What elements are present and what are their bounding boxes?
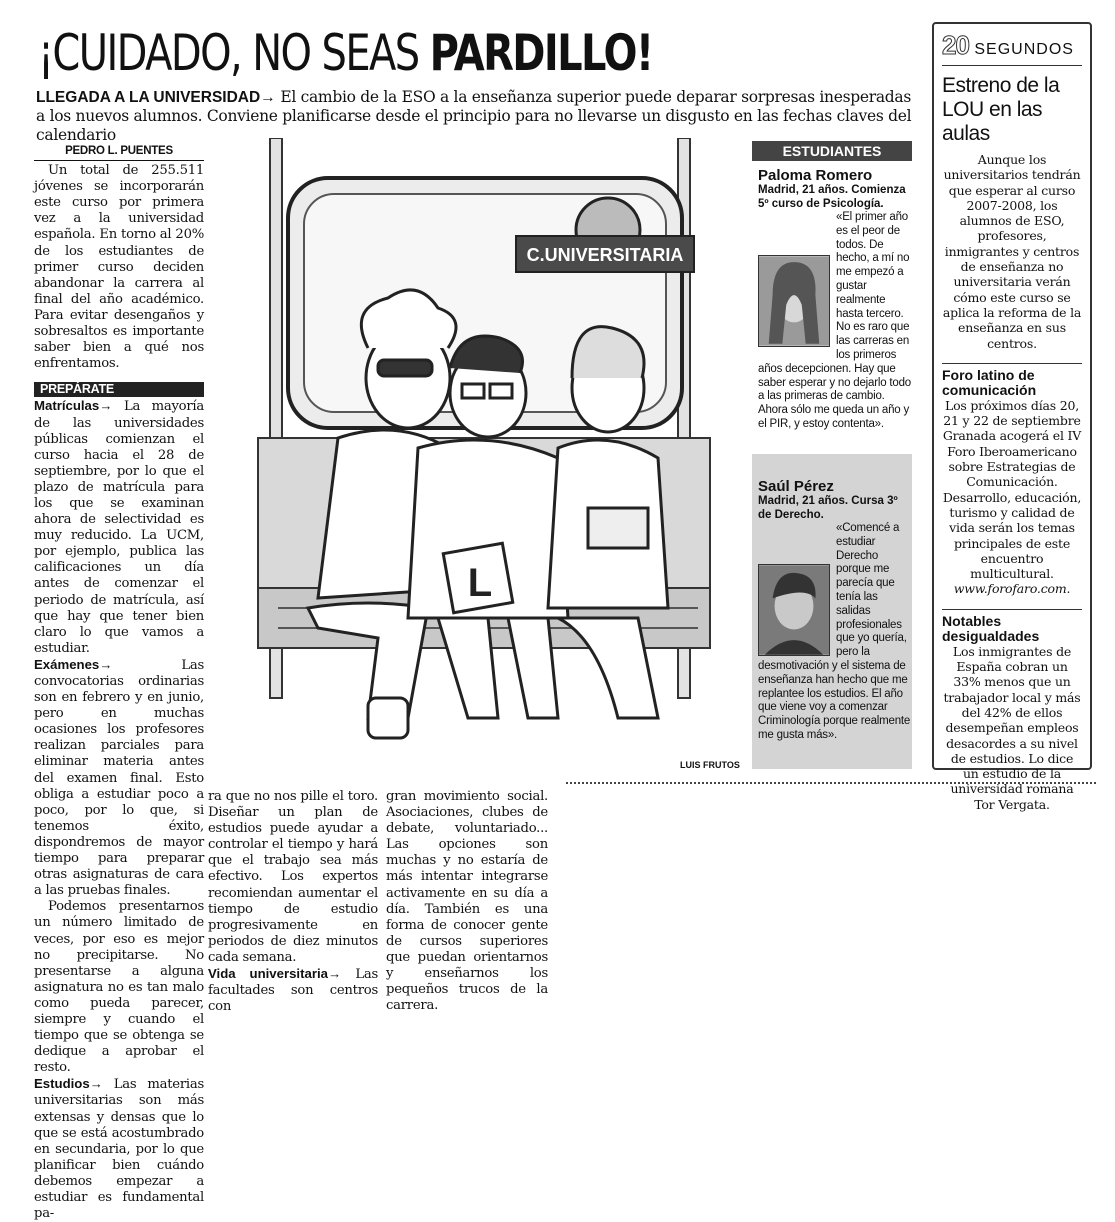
runin-examenes: Exámenes→ — [34, 656, 113, 672]
column-3 — [386, 789, 548, 1014]
deck-text: El cambio de la ESO a la enseñanza superior puede deparar sorpresas inesperadas a los nuevos alumnos. Conviene planificarse desde el principio para no llevarse un disgusto en las fechas claves del calendario — [36, 88, 912, 144]
runin-estudios: Estudios→ — [34, 1076, 103, 1092]
segundos-item-text: Los inmigrantes de España cobran un 33% menos que un trabajador local y más del 42% de ellos desempeñan empleos desacordes a su nivel de estudios. Lo dice un estudio de la universidad romana Tor Vergata. — [943, 643, 1081, 812]
headline — [38, 18, 742, 88]
student-saul — [752, 454, 912, 769]
dotted-rule — [566, 782, 1096, 784]
paragraph-examenes — [34, 657, 204, 899]
headline-bold: PARDILLO! — [429, 24, 653, 82]
paragraph-matriculas — [34, 398, 204, 657]
segundos-label: SEGUNDOS — [974, 41, 1074, 58]
paragraph-podemos: Podemos presentarnos un número limitado de veces, por eso es mejor no precipitarse. No presentarse a alguna asignatura no es tan malo como pueda parecer, siempre y cuando el tiempo que se obtenga se dedique a aprobar el resto. — [34, 899, 204, 1076]
segundos-link[interactable]: www.forofaro.com. — [953, 581, 1071, 597]
segundos-item-title: Foro latino de comunicación — [942, 363, 1082, 398]
student-name: Saúl Pérez — [758, 478, 834, 495]
runin-matriculas: Matrículas→ — [34, 398, 113, 414]
paragraph-col2: ra que no nos pille el toro. Diseñar un plan de estudios puede ayudar a controlar el tiempo y hará que el trabajo sea más efectivo. Los expertos recomiendan aumentar el tiempo de estudio progresivamente en periodos de diez minutos cada semana. — [208, 789, 378, 965]
text-examenes: Las convocatorias ordinarias son en febrero y en junio, pero en muchas ocasiones los profesores realizan parciales para eliminar materia antes del examen final. Esto obliga a estudiar poco a poco, por lo que, si tenemos éxito, dispondremos de mayor tiempo para preparar otras asignaturas de cara a las pruebas finales. — [34, 657, 204, 899]
student-quote: «Comencé a estudiar Derecho porque me parecía que tenía las salidas profesionales que yo quería, pero la desmotivación y el sistema de enseñanza han hecho que me replantee los estudios. El año que viene voy a comenzar Criminología porque realmente me gusta más». — [758, 522, 911, 741]
paragraph-vida — [208, 966, 378, 1015]
metro-illustration — [218, 138, 746, 778]
sign-text: C.UNIVERSITARIA — [526, 245, 684, 265]
student-quote-block — [752, 211, 912, 432]
student-paloma — [752, 167, 912, 432]
student-meta: Madrid, 21 años. Cursa 3º de Derecho. — [758, 495, 898, 521]
intro-paragraph: Un total de 255.511 jóvenes se incorporarán este curso por primera vez a la universidad española. En torno al 20% de los estudiantes de primer curso deciden abandonar la carrera al final del año académico. Para evitar desengaños y sobresaltos es importante saber bien a qué nos enfrentamos. — [34, 163, 204, 372]
student-name: Paloma Romero — [758, 167, 873, 184]
l-plate-text: L — [467, 561, 493, 605]
deck-arrow: → — [260, 89, 276, 106]
deck — [36, 88, 916, 145]
segundos-header — [942, 30, 1082, 66]
column-1 — [34, 143, 204, 1222]
segundos-lead: Aunque los universitarios tendrán que esperar al curso 2007-2008, los alumnos de ESO, profesores, inmigrantes y centros de enseñanza no universitaria verán cómo este curso se aplica la reforma de la enseñanza en sus centros. — [942, 152, 1082, 351]
segundos-item-title: Notables desigualdades — [942, 609, 1082, 644]
students-sidebar — [752, 141, 912, 769]
paragraph-estudios — [34, 1076, 204, 1222]
student-quote-block — [752, 522, 912, 743]
segundos-title: Estreno de la LOU en las aulas — [942, 74, 1060, 145]
segundos-item-text — [942, 398, 1082, 597]
student-photo — [758, 255, 830, 347]
headline-light: ¡CUIDADO, NO SEAS — [38, 24, 430, 82]
student-photo — [758, 564, 830, 656]
runin-vida: Vida universitaria→ — [208, 966, 342, 982]
student-quote: «El primer año es el peor de todos. De hecho, a mí no me empezó a gustar realmente hasta tercero. No es raro que las carreras en los primeros años decepcionen. Hay que saber esperar y no dejarlo todo a las primeras de cambio. Ahora sólo me queda un año y el PIR, y estoy contenta». — [758, 211, 911, 430]
students-banner: ESTUDIANTES — [752, 141, 912, 161]
paragraph-col3: gran movimiento social. Asociaciones, clubes de debate, voluntariado... Las opciones son muchas y no estaría de más intentar integrarse activamente en su día a día. También es una forma de conocer gente de cursos superiores que puedan orientarnos y enseñarnos los pequeños trucos de la carrera. — [386, 789, 548, 1014]
text-estudios: Las materias universitarias son más extensas y densas que lo que se está acostumbrado en secundaria, por lo que planificar bien cuándo debemos empezar a estudiar es fundamental pa- — [34, 1077, 204, 1222]
text-vida: Las facultades son centros con — [208, 967, 378, 1015]
text-matriculas: La mayoría de las universidades públicas comienzan el curso hacia el 28 de septiembre, por lo que el plazo de matrícula para los que se examinan ahora de selectividad es muy reducido. La UCM, por ejemplo, publica las calificaciones un día antes de comenzar el periodo de matrícula, así que hay que tener bien claro lo que vamos a estudiar. — [34, 399, 204, 656]
segundos-number: 20 — [942, 30, 969, 60]
byline: PEDRO L. PUENTES — [34, 143, 204, 161]
subhead-preparate: PREPÁRATE — [34, 382, 204, 397]
segundos-box — [932, 22, 1092, 812]
illustration-credit: LUIS FRUTOS — [680, 760, 740, 770]
column-2 — [208, 789, 378, 1015]
deck-kicker: LLEGADA A LA UNIVERSIDAD — [36, 89, 261, 106]
student-meta: Madrid, 21 años. Comienza 5º curso de Psicología. — [758, 184, 906, 210]
segundos-item-body: Los próximos días 20, 21 y 22 de septiembre Granada acogerá el IV Foro Iberoamericano sobre Estrategias de Comunicación. Desarrollo, educación, turismo y calidad de vida serán los temas principales de este encuentro multicultural. — [942, 397, 1082, 582]
